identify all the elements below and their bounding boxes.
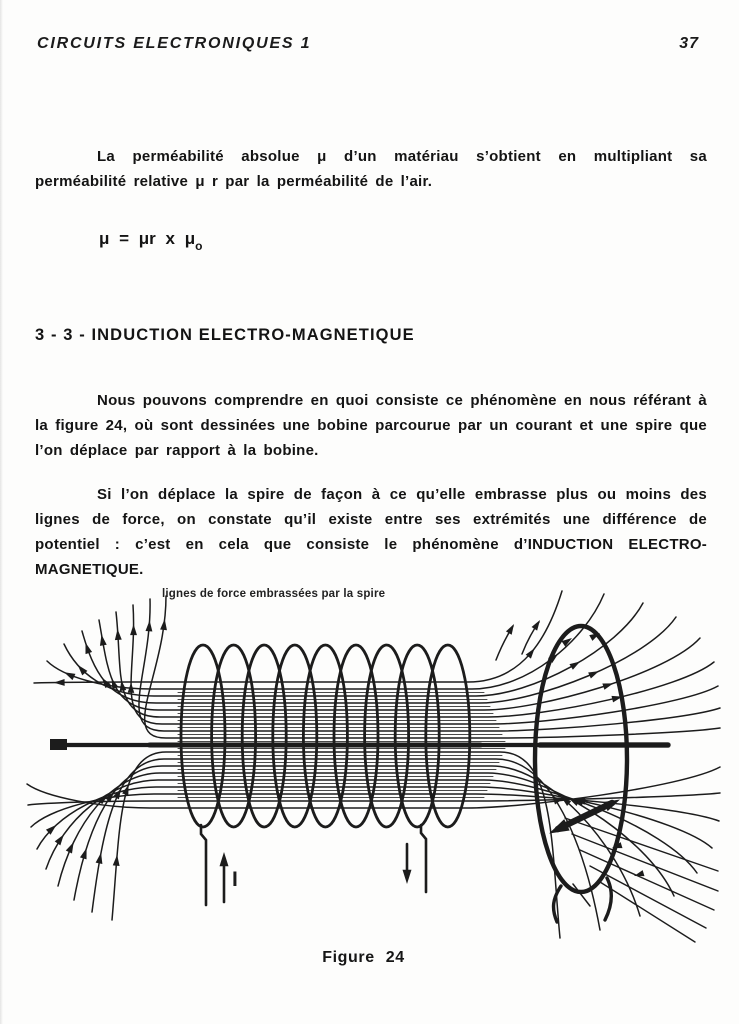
paragraph-permeability: La perméabilité absolue μ d’un matériau s’obtient en multipliant sa perméabilité relative μ r par la perméabilité de l’air.	[35, 148, 707, 190]
formula-permeability	[99, 229, 203, 254]
section-heading: 3 - 3 - INDUCTION ELECTRO-MAGNETIQUE	[35, 326, 415, 344]
page-number: 37	[679, 35, 699, 52]
page-header	[37, 35, 699, 53]
formula-subscript: o	[195, 239, 203, 254]
figure-caption: Figure 24	[322, 949, 405, 966]
running-title: CIRCUITS ELECTRONIQUES 1	[37, 35, 312, 52]
current-label: I	[232, 868, 238, 891]
formula-body: μ = μr x μ	[99, 229, 196, 248]
figure-24-drawing	[0, 586, 739, 958]
paragraph-phenomenon: Nous pouvons comprendre en quoi consiste ce phénomène en nous référant à la figure 24, où sont dessinées une bobine parcourue par un courant et une spire que l’on déplace par rapport à la bobine.	[35, 392, 707, 459]
figure-label: lignes de force embrassées par la spire	[162, 588, 386, 600]
paragraph-induction: Si l’on déplace la spire de façon à ce qu’elle embrasse plus ou moins des lignes de force, on constate qu’il existe entre ses extrémités une différence de potentiel : c’est en cela que consiste le phénomène d’INDUCTION ELECTRO-MAGNETIQUE.	[35, 486, 707, 578]
